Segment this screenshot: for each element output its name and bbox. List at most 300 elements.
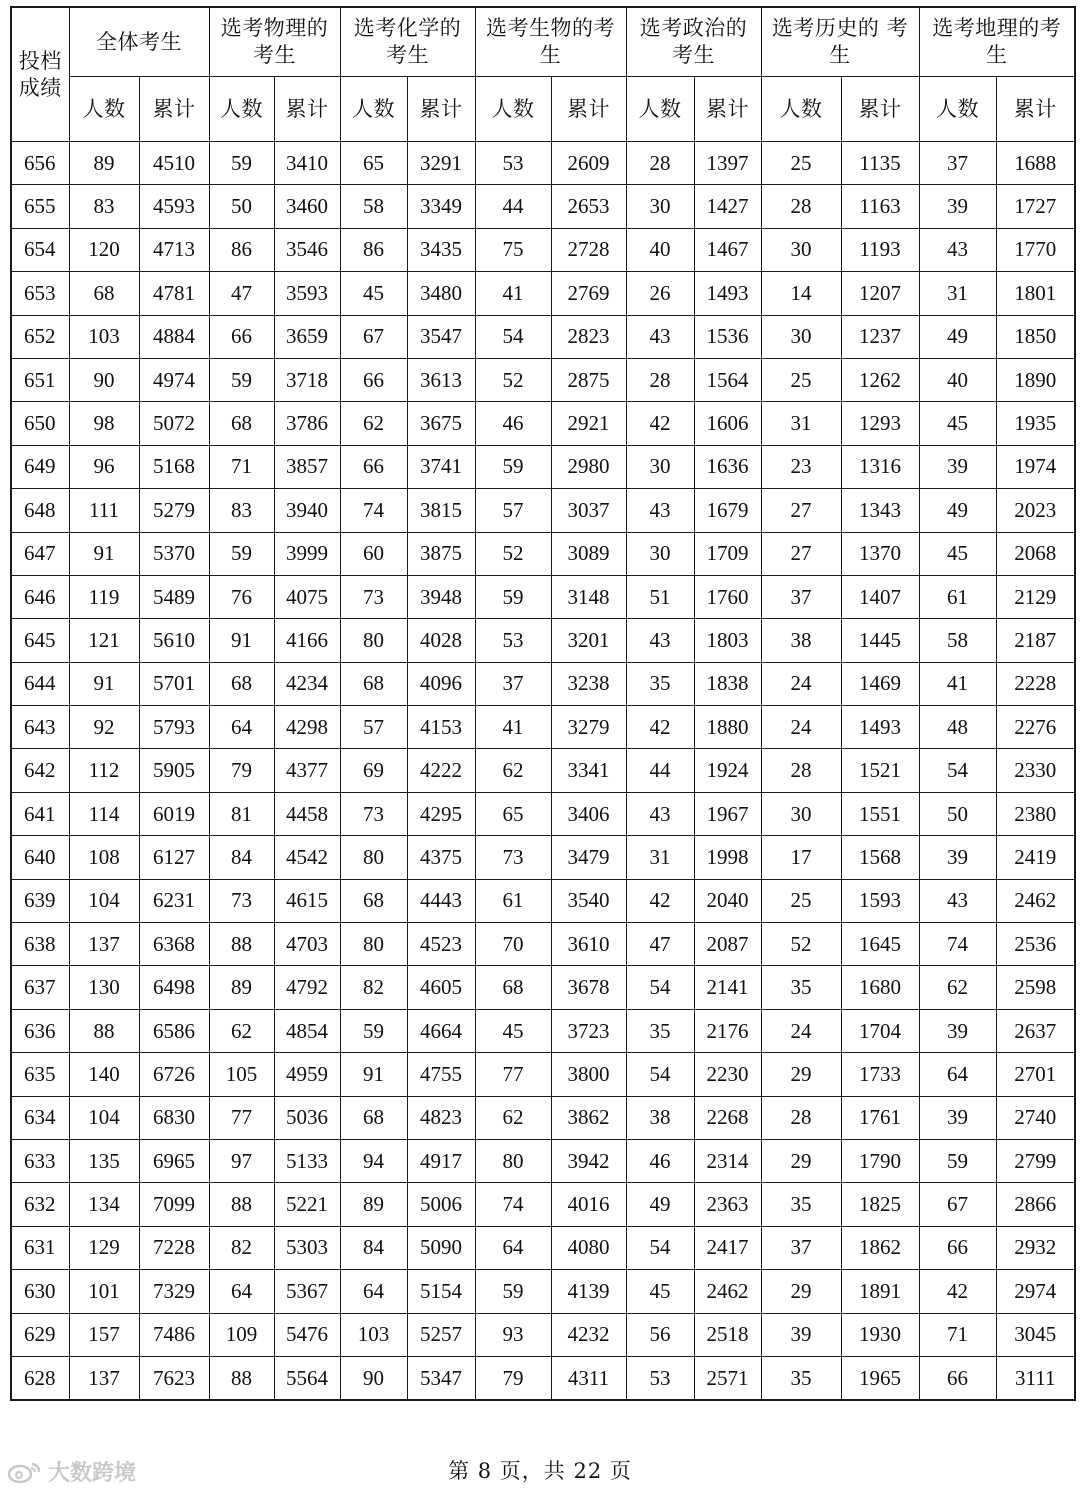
score-cell: 636 xyxy=(11,1009,69,1052)
count-cell: 30 xyxy=(761,228,841,271)
count-cell: 105 xyxy=(209,1053,274,1096)
count-cell: 38 xyxy=(761,619,841,662)
cumulative-cell: 3659 xyxy=(274,315,340,358)
cumulative-cell: 2799 xyxy=(996,1139,1075,1182)
cumulative-cell: 6726 xyxy=(139,1053,209,1096)
cumulative-cell: 1397 xyxy=(694,142,761,185)
count-cell: 83 xyxy=(209,489,274,532)
cumulative-cell: 3279 xyxy=(551,706,626,749)
score-cell: 655 xyxy=(11,185,69,228)
score-cell: 642 xyxy=(11,749,69,792)
cumulative-cell: 5133 xyxy=(274,1139,340,1182)
cumulative-cell: 5006 xyxy=(407,1183,475,1226)
count-cell: 29 xyxy=(761,1053,841,1096)
cumulative-cell: 3942 xyxy=(551,1139,626,1182)
cumulative-cell: 5257 xyxy=(407,1313,475,1356)
cumulative-cell: 1880 xyxy=(694,706,761,749)
cumulative-cell: 2187 xyxy=(996,619,1075,662)
count-cell: 66 xyxy=(919,1356,996,1400)
table-row xyxy=(11,792,1075,835)
count-cell: 157 xyxy=(69,1313,139,1356)
cumulative-cell: 3460 xyxy=(274,185,340,228)
count-cell: 31 xyxy=(919,272,996,315)
count-cell: 69 xyxy=(340,749,407,792)
table-row xyxy=(11,445,1075,488)
cumulative-cell: 4153 xyxy=(407,706,475,749)
count-cell: 88 xyxy=(209,923,274,966)
cumulative-cell: 1469 xyxy=(841,662,919,705)
cumulative-cell: 5036 xyxy=(274,1096,340,1139)
cumulative-cell: 3349 xyxy=(407,185,475,228)
count-cell: 66 xyxy=(340,358,407,401)
count-cell: 38 xyxy=(626,1096,694,1139)
cumulative-cell: 3723 xyxy=(551,1009,626,1052)
cumulative-cell: 1645 xyxy=(841,923,919,966)
count-cell: 28 xyxy=(626,142,694,185)
cumulative-cell: 2176 xyxy=(694,1009,761,1052)
table-row xyxy=(11,1313,1075,1356)
score-cell: 648 xyxy=(11,489,69,532)
cumulative-header: 累计 xyxy=(407,77,475,142)
cumulative-cell: 4377 xyxy=(274,749,340,792)
cumulative-cell: 3148 xyxy=(551,575,626,618)
count-cell: 65 xyxy=(340,142,407,185)
group-header-history: 选考历史的 考生 xyxy=(761,7,919,77)
cumulative-cell: 4523 xyxy=(407,923,475,966)
cumulative-cell: 2980 xyxy=(551,445,626,488)
cumulative-cell: 2536 xyxy=(996,923,1075,966)
count-cell: 114 xyxy=(69,792,139,835)
count-cell: 58 xyxy=(340,185,407,228)
count-cell: 25 xyxy=(761,142,841,185)
count-header: 人数 xyxy=(209,77,274,142)
cumulative-cell: 3045 xyxy=(996,1313,1075,1356)
count-cell: 86 xyxy=(209,228,274,271)
count-cell: 119 xyxy=(69,575,139,618)
count-cell: 52 xyxy=(475,358,551,401)
count-cell: 73 xyxy=(475,836,551,879)
count-cell: 81 xyxy=(209,792,274,835)
cumulative-cell: 1316 xyxy=(841,445,919,488)
table-row xyxy=(11,619,1075,662)
count-cell: 24 xyxy=(761,1009,841,1052)
score-cell: 629 xyxy=(11,1313,69,1356)
group-header-geography: 选考地理的考生 xyxy=(919,7,1075,77)
cumulative-cell: 1967 xyxy=(694,792,761,835)
count-cell: 40 xyxy=(919,358,996,401)
cumulative-cell: 3999 xyxy=(274,532,340,575)
cumulative-cell: 5367 xyxy=(274,1270,340,1313)
count-cell: 35 xyxy=(626,662,694,705)
count-cell: 26 xyxy=(626,272,694,315)
count-cell: 48 xyxy=(919,706,996,749)
cumulative-header: 累计 xyxy=(694,77,761,142)
count-cell: 103 xyxy=(69,315,139,358)
count-cell: 59 xyxy=(340,1009,407,1052)
score-cell: 631 xyxy=(11,1226,69,1269)
count-cell: 54 xyxy=(475,315,551,358)
cumulative-cell: 1801 xyxy=(996,272,1075,315)
count-cell: 68 xyxy=(340,662,407,705)
count-cell: 52 xyxy=(761,923,841,966)
count-cell: 82 xyxy=(340,966,407,1009)
page-number-footer: 第 8 页，共 22 页 xyxy=(448,1459,632,1483)
table-body xyxy=(11,142,1075,1401)
cumulative-cell: 4605 xyxy=(407,966,475,1009)
cumulative-cell: 2023 xyxy=(996,489,1075,532)
cumulative-cell: 2087 xyxy=(694,923,761,966)
count-cell: 101 xyxy=(69,1270,139,1313)
cumulative-cell: 2974 xyxy=(996,1270,1075,1313)
score-cell: 654 xyxy=(11,228,69,271)
cumulative-cell: 6231 xyxy=(139,879,209,922)
cumulative-cell: 3341 xyxy=(551,749,626,792)
cumulative-cell: 2701 xyxy=(996,1053,1075,1096)
cumulative-cell: 5347 xyxy=(407,1356,475,1400)
score-cell: 638 xyxy=(11,923,69,966)
table-row xyxy=(11,1139,1075,1182)
cumulative-cell: 4080 xyxy=(551,1226,626,1269)
cumulative-cell: 3613 xyxy=(407,358,475,401)
count-cell: 57 xyxy=(475,489,551,532)
cumulative-cell: 3480 xyxy=(407,272,475,315)
count-cell: 70 xyxy=(475,923,551,966)
cumulative-cell: 2419 xyxy=(996,836,1075,879)
count-cell: 62 xyxy=(475,749,551,792)
count-cell: 43 xyxy=(626,619,694,662)
cumulative-cell: 2228 xyxy=(996,662,1075,705)
count-cell: 71 xyxy=(919,1313,996,1356)
count-cell: 59 xyxy=(475,1270,551,1313)
table-header xyxy=(11,7,1075,142)
count-cell: 37 xyxy=(761,1226,841,1269)
count-header: 人数 xyxy=(69,77,139,142)
count-cell: 54 xyxy=(626,1226,694,1269)
cumulative-cell: 5701 xyxy=(139,662,209,705)
score-cell: 651 xyxy=(11,358,69,401)
cumulative-cell: 4222 xyxy=(407,749,475,792)
count-cell: 64 xyxy=(475,1226,551,1269)
count-cell: 39 xyxy=(761,1313,841,1356)
cumulative-cell: 3593 xyxy=(274,272,340,315)
count-cell: 64 xyxy=(340,1270,407,1313)
count-cell: 89 xyxy=(340,1183,407,1226)
cumulative-cell: 2932 xyxy=(996,1226,1075,1269)
cumulative-cell: 4854 xyxy=(274,1009,340,1052)
cumulative-cell: 2598 xyxy=(996,966,1075,1009)
table-row xyxy=(11,966,1075,1009)
count-cell: 91 xyxy=(69,662,139,705)
cumulative-cell: 4713 xyxy=(139,228,209,271)
count-cell: 37 xyxy=(919,142,996,185)
count-cell: 71 xyxy=(209,445,274,488)
count-cell: 83 xyxy=(69,185,139,228)
count-cell: 140 xyxy=(69,1053,139,1096)
cumulative-cell: 7329 xyxy=(139,1270,209,1313)
cumulative-cell: 4295 xyxy=(407,792,475,835)
score-cell: 634 xyxy=(11,1096,69,1139)
cumulative-cell: 5564 xyxy=(274,1356,340,1400)
cumulative-cell: 4166 xyxy=(274,619,340,662)
table-row xyxy=(11,315,1075,358)
cumulative-cell: 2653 xyxy=(551,185,626,228)
count-cell: 79 xyxy=(209,749,274,792)
cumulative-cell: 2330 xyxy=(996,749,1075,792)
cumulative-cell: 2740 xyxy=(996,1096,1075,1139)
cumulative-cell: 6586 xyxy=(139,1009,209,1052)
cumulative-cell: 1974 xyxy=(996,445,1075,488)
score-cell: 637 xyxy=(11,966,69,1009)
cumulative-cell: 4443 xyxy=(407,879,475,922)
count-cell: 39 xyxy=(919,185,996,228)
count-cell: 49 xyxy=(919,315,996,358)
cumulative-cell: 1606 xyxy=(694,402,761,445)
cumulative-cell: 3741 xyxy=(407,445,475,488)
cumulative-cell: 1760 xyxy=(694,575,761,618)
cumulative-cell: 3406 xyxy=(551,792,626,835)
count-cell: 88 xyxy=(209,1356,274,1400)
cumulative-cell: 2637 xyxy=(996,1009,1075,1052)
cumulative-cell: 1965 xyxy=(841,1356,919,1400)
cumulative-cell: 3862 xyxy=(551,1096,626,1139)
score-cell: 632 xyxy=(11,1183,69,1226)
count-cell: 35 xyxy=(626,1009,694,1052)
count-cell: 40 xyxy=(626,228,694,271)
group-header-biology: 选考生物的考生 xyxy=(475,7,626,77)
cumulative-cell: 4096 xyxy=(407,662,475,705)
cumulative-cell: 4664 xyxy=(407,1009,475,1052)
cumulative-cell: 4311 xyxy=(551,1356,626,1400)
count-cell: 66 xyxy=(919,1226,996,1269)
count-cell: 91 xyxy=(209,619,274,662)
count-cell: 84 xyxy=(340,1226,407,1269)
table-row xyxy=(11,836,1075,879)
cumulative-cell: 5168 xyxy=(139,445,209,488)
count-cell: 30 xyxy=(626,185,694,228)
cumulative-cell: 6830 xyxy=(139,1096,209,1139)
cumulative-cell: 4755 xyxy=(407,1053,475,1096)
count-cell: 42 xyxy=(626,402,694,445)
cumulative-cell: 2609 xyxy=(551,142,626,185)
cumulative-cell: 5476 xyxy=(274,1313,340,1356)
cumulative-cell: 1493 xyxy=(694,272,761,315)
cumulative-cell: 4959 xyxy=(274,1053,340,1096)
score-cell: 643 xyxy=(11,706,69,749)
count-cell: 54 xyxy=(919,749,996,792)
count-cell: 35 xyxy=(761,1356,841,1400)
cumulative-cell: 7228 xyxy=(139,1226,209,1269)
count-cell: 47 xyxy=(626,923,694,966)
cumulative-cell: 1770 xyxy=(996,228,1075,271)
count-cell: 42 xyxy=(626,706,694,749)
cumulative-cell: 1679 xyxy=(694,489,761,532)
group-header-politics: 选考政治的考生 xyxy=(626,7,761,77)
cumulative-cell: 2230 xyxy=(694,1053,761,1096)
table-row xyxy=(11,706,1075,749)
count-cell: 50 xyxy=(209,185,274,228)
count-cell: 31 xyxy=(626,836,694,879)
header-row-groups xyxy=(11,7,1075,77)
count-cell: 59 xyxy=(919,1139,996,1182)
count-cell: 67 xyxy=(340,315,407,358)
count-cell: 30 xyxy=(626,445,694,488)
count-cell: 135 xyxy=(69,1139,139,1182)
cumulative-cell: 2314 xyxy=(694,1139,761,1182)
count-cell: 108 xyxy=(69,836,139,879)
cumulative-cell: 2363 xyxy=(694,1183,761,1226)
count-cell: 67 xyxy=(919,1183,996,1226)
cumulative-cell: 3547 xyxy=(407,315,475,358)
count-cell: 53 xyxy=(475,142,551,185)
table-row xyxy=(11,879,1075,922)
cumulative-cell: 2875 xyxy=(551,358,626,401)
count-cell: 80 xyxy=(340,923,407,966)
cumulative-cell: 3857 xyxy=(274,445,340,488)
count-cell: 80 xyxy=(340,619,407,662)
score-cell: 635 xyxy=(11,1053,69,1096)
count-cell: 46 xyxy=(626,1139,694,1182)
cumulative-cell: 1838 xyxy=(694,662,761,705)
count-cell: 39 xyxy=(919,1009,996,1052)
cumulative-cell: 4458 xyxy=(274,792,340,835)
count-cell: 49 xyxy=(919,489,996,532)
cumulative-cell: 1998 xyxy=(694,836,761,879)
count-cell: 45 xyxy=(475,1009,551,1052)
table-row xyxy=(11,1096,1075,1139)
count-cell: 45 xyxy=(919,532,996,575)
cumulative-cell: 1407 xyxy=(841,575,919,618)
count-header: 人数 xyxy=(761,77,841,142)
score-cell: 650 xyxy=(11,402,69,445)
count-cell: 45 xyxy=(626,1270,694,1313)
score-cell: 646 xyxy=(11,575,69,618)
table-row xyxy=(11,489,1075,532)
cumulative-cell: 1930 xyxy=(841,1313,919,1356)
count-cell: 88 xyxy=(209,1183,274,1226)
count-cell: 62 xyxy=(919,966,996,1009)
cumulative-cell: 2462 xyxy=(996,879,1075,922)
score-cell: 633 xyxy=(11,1139,69,1182)
cumulative-cell: 1733 xyxy=(841,1053,919,1096)
cumulative-cell: 4703 xyxy=(274,923,340,966)
cumulative-cell: 4016 xyxy=(551,1183,626,1226)
cumulative-cell: 3678 xyxy=(551,966,626,1009)
cumulative-cell: 1803 xyxy=(694,619,761,662)
count-cell: 39 xyxy=(919,1096,996,1139)
count-cell: 134 xyxy=(69,1183,139,1226)
cumulative-cell: 2268 xyxy=(694,1096,761,1139)
cumulative-cell: 1163 xyxy=(841,185,919,228)
count-cell: 31 xyxy=(761,402,841,445)
cumulative-cell: 2141 xyxy=(694,966,761,1009)
count-cell: 30 xyxy=(626,532,694,575)
count-cell: 64 xyxy=(209,706,274,749)
cumulative-cell: 6498 xyxy=(139,966,209,1009)
count-cell: 64 xyxy=(919,1053,996,1096)
count-cell: 43 xyxy=(626,315,694,358)
count-cell: 49 xyxy=(626,1183,694,1226)
cumulative-cell: 4298 xyxy=(274,706,340,749)
count-cell: 130 xyxy=(69,966,139,1009)
cumulative-header: 累计 xyxy=(274,77,340,142)
cumulative-cell: 1551 xyxy=(841,792,919,835)
count-cell: 59 xyxy=(209,358,274,401)
count-cell: 104 xyxy=(69,879,139,922)
count-cell: 59 xyxy=(209,142,274,185)
count-cell: 137 xyxy=(69,923,139,966)
cumulative-cell: 1445 xyxy=(841,619,919,662)
cumulative-cell: 1636 xyxy=(694,445,761,488)
count-cell: 56 xyxy=(626,1313,694,1356)
count-cell: 51 xyxy=(626,575,694,618)
cumulative-cell: 4028 xyxy=(407,619,475,662)
cumulative-cell: 3546 xyxy=(274,228,340,271)
count-cell: 91 xyxy=(69,532,139,575)
count-cell: 30 xyxy=(761,315,841,358)
count-cell: 17 xyxy=(761,836,841,879)
cumulative-cell: 2417 xyxy=(694,1226,761,1269)
count-cell: 98 xyxy=(69,402,139,445)
cumulative-cell: 3201 xyxy=(551,619,626,662)
cumulative-cell: 2769 xyxy=(551,272,626,315)
cumulative-cell: 1536 xyxy=(694,315,761,358)
count-cell: 137 xyxy=(69,1356,139,1400)
count-cell: 84 xyxy=(209,836,274,879)
score-cell: 641 xyxy=(11,792,69,835)
count-cell: 94 xyxy=(340,1139,407,1182)
cumulative-cell: 3610 xyxy=(551,923,626,966)
cumulative-cell: 2129 xyxy=(996,575,1075,618)
count-cell: 25 xyxy=(761,879,841,922)
count-cell: 41 xyxy=(919,662,996,705)
count-cell: 120 xyxy=(69,228,139,271)
table-row xyxy=(11,1183,1075,1226)
count-cell: 50 xyxy=(919,792,996,835)
count-cell: 45 xyxy=(340,272,407,315)
count-cell: 41 xyxy=(475,706,551,749)
cumulative-header: 累计 xyxy=(996,77,1075,142)
count-cell: 104 xyxy=(69,1096,139,1139)
table-row xyxy=(11,228,1075,271)
count-cell: 86 xyxy=(340,228,407,271)
score-cell: 644 xyxy=(11,662,69,705)
cumulative-cell: 1890 xyxy=(996,358,1075,401)
cumulative-cell: 4781 xyxy=(139,272,209,315)
count-cell: 96 xyxy=(69,445,139,488)
count-cell: 68 xyxy=(209,402,274,445)
cumulative-cell: 4593 xyxy=(139,185,209,228)
count-cell: 68 xyxy=(340,1096,407,1139)
score-cell: 653 xyxy=(11,272,69,315)
cumulative-cell: 3089 xyxy=(551,532,626,575)
document-page xyxy=(10,6,1074,1401)
cumulative-cell: 1935 xyxy=(996,402,1075,445)
cumulative-cell: 1343 xyxy=(841,489,919,532)
cumulative-cell: 5279 xyxy=(139,489,209,532)
count-cell: 39 xyxy=(919,445,996,488)
cumulative-cell: 7099 xyxy=(139,1183,209,1226)
count-cell: 103 xyxy=(340,1313,407,1356)
cumulative-cell: 1680 xyxy=(841,966,919,1009)
cumulative-cell: 1521 xyxy=(841,749,919,792)
count-cell: 42 xyxy=(919,1270,996,1313)
count-cell: 41 xyxy=(475,272,551,315)
count-cell: 76 xyxy=(209,575,274,618)
count-cell: 37 xyxy=(475,662,551,705)
cumulative-cell: 5489 xyxy=(139,575,209,618)
count-cell: 43 xyxy=(919,879,996,922)
count-cell: 30 xyxy=(761,792,841,835)
